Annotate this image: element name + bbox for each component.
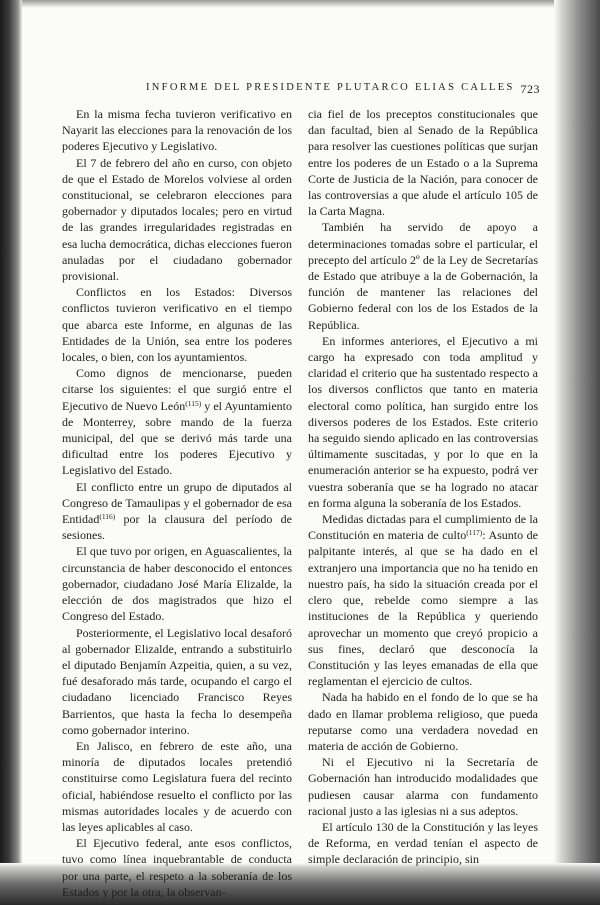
paragraph-text: El artículo 130 de la Constitución y las leyes de Reforma, en verdad tenían el aspecto de simple declaración de principio, sin bbox=[308, 819, 538, 867]
paragraph bbox=[308, 333, 538, 511]
paragraph bbox=[62, 106, 292, 155]
scan-shadow-right bbox=[554, 0, 600, 905]
footnote-marker: (117) bbox=[466, 528, 483, 538]
left-column bbox=[62, 106, 292, 900]
page-number: 723 bbox=[520, 82, 540, 96]
running-header bbox=[126, 82, 540, 98]
paragraph-text: Ni el Ejecutivo ni la Secretaría de Gobernación han introducido modalidades que pudiesen causar alarma con fundamento racional justo a las iglesias ni a sus adeptos. bbox=[308, 755, 538, 818]
paragraph bbox=[62, 625, 292, 738]
paragraph-text: El 7 de febrero del año en curso, con objeto de que el Estado de Morelos volviese al orden constitucional, se celebraron elecciones para gobernador y diputados locales; pero en virtud de las grandes irregularidades registradas en esa lucha democrática, dichas elecciones fueron anuladas por el ciudadano gobernador provisional. bbox=[62, 155, 292, 284]
paragraph-text: También ha servido de apoyo a determinaciones tomadas sobre el particular, el precepto del artículo 2º de la Ley de Secretarías de Estado que atribuye a la de Gobernación, la función de mantener las relaciones del Gobierno federal con los de los Estados de la República. bbox=[308, 220, 538, 332]
running-title: INFORME DEL PRESIDENTE PLUTARCO ELIAS CALLES bbox=[146, 82, 515, 93]
paragraph-text-continued: : Asunto de palpitante interés, al que se ha dado en el extranjero una importancia que no ha tenido en nuestro país, ha sido la situación creada por el clero que, rebelde como siempre a las instituciones de la República y queriendo aprovechar un momento que creyó propicio a sus fines, declaró que desconocía la Constitución y las leyes emanadas de ella que reglamentan el ejercicio de cultos. bbox=[308, 528, 539, 689]
scan-shadow-top bbox=[0, 0, 600, 8]
paragraph bbox=[308, 689, 538, 754]
right-column bbox=[308, 106, 538, 868]
paragraph bbox=[62, 738, 292, 835]
paragraph-text-continued: y el Ayuntamiento de Monterrey, sobre mando de la fuerza municipal, del que se derivó más tarde una dificultad entre los poderes Ejecutivo y Legislativo del Estado. bbox=[62, 398, 292, 478]
paragraph bbox=[308, 219, 538, 332]
paragraph bbox=[308, 819, 538, 868]
paragraph-text: El conflicto entre un grupo de diputados al Congreso de Tamaulipas y el gobernador de esa Entidad bbox=[62, 479, 292, 527]
paragraph-text-continued: por la clausura del período de sesiones. bbox=[62, 512, 292, 543]
paragraph bbox=[308, 511, 538, 689]
paragraph-text: Medidas dictadas para el cumplimiento de la Constitución en materia de culto bbox=[308, 512, 538, 543]
paragraph-text: En informes anteriores, el Ejecutivo a mi cargo ha expresado con toda amplitud y claridad el criterio que ha sustentado respecto a los diversos conflictos que tanto en materia electoral como política, han surgido entre los diversos poderes de los Estados. Este criterio ha seguido siendo aplicado en las controversias últimamente suscitadas, y por lo que en la enumeración anterior se ha expuesto, podrá ver vuestra soberanía que se ha logrado no atacar en forma alguna la soberanía de los Estados. bbox=[308, 333, 538, 510]
paragraph bbox=[308, 106, 538, 219]
footnote-marker: (116) bbox=[99, 512, 116, 522]
paragraph-text: Posteriormente, el Legislativo local desaforó al gobernador Elizalde, entrando a substituirlo el diputado Benjamín Azpeitia, quien, a su vez, fué desaforado más tarde, ocupando el cargo el ciudadano licenciado Francisco Reyes Barrientos, que hasta la fecha lo desempeña como gobernador interino. bbox=[62, 625, 292, 737]
paragraph-text: En Jalisco, en febrero de este año, una minoría de diputados locales pretendió constituirse como Legislatura fuera del recinto oficial, habiéndose resuelto el conflicto por las mismas autoridades locales y de acuerdo con las leyes aplicables al caso. bbox=[62, 738, 292, 834]
paragraph-text: cia fiel de los preceptos constitucionales que dan facultad, bien al Senado de la República para resolver las cuestiones políticas que surjan entre los poderes de un Estado o a la Suprema Corte de Justicia de la Nación, para conocer de las controversias a que alude el artículo 105 de la Carta Magna. bbox=[308, 107, 538, 219]
paragraph-text: En la misma fecha tuvieron verificativo en Nayarit las elecciones para la renovación de los poderes Ejecutivo y Legislativo. bbox=[62, 107, 292, 154]
paragraph-text: Como dignos de mencionarse, pueden citarse los siguientes: el que surgió entre el Ejecutivo de Nuevo León bbox=[62, 366, 292, 413]
paragraph bbox=[62, 479, 292, 544]
paragraph-text: El que tuvo por origen, en Aguascalientes, la circunstancia de haber desconocido el entonces gobernador, ciudadano José María Elizalde, la elección de dos magistrados que hizo el Congreso del Estado. bbox=[62, 544, 292, 624]
paragraph bbox=[62, 155, 292, 285]
paragraph bbox=[62, 835, 292, 900]
paragraph bbox=[62, 365, 292, 478]
paragraph bbox=[308, 754, 538, 819]
paragraph-text: Conflictos en los Estados: Diversos conflictos tuvieron verificativo en el tiempo que abarca este Informe, en algunas de las Entidades de la Unión, sea entre los poderes locales, o bien, con los ayuntamientos. bbox=[62, 285, 292, 365]
footnote-marker: (115) bbox=[185, 398, 202, 408]
paragraph bbox=[62, 284, 292, 365]
paragraph-text: El Ejecutivo federal, ante esos conflictos, tuvo como línea inquebrantable de conducta por una parte, el respeto a la soberanía de los Estados y por la otra, la observan- bbox=[62, 836, 292, 899]
paragraph bbox=[62, 543, 292, 624]
paragraph-text: Nada ha habido en el fondo de lo que se ha dado en llamar problema religioso, que pueda reputarse como una verdadera novedad en materia de acción de Gobierno. bbox=[308, 690, 538, 753]
scan-shadow-left bbox=[0, 0, 22, 905]
